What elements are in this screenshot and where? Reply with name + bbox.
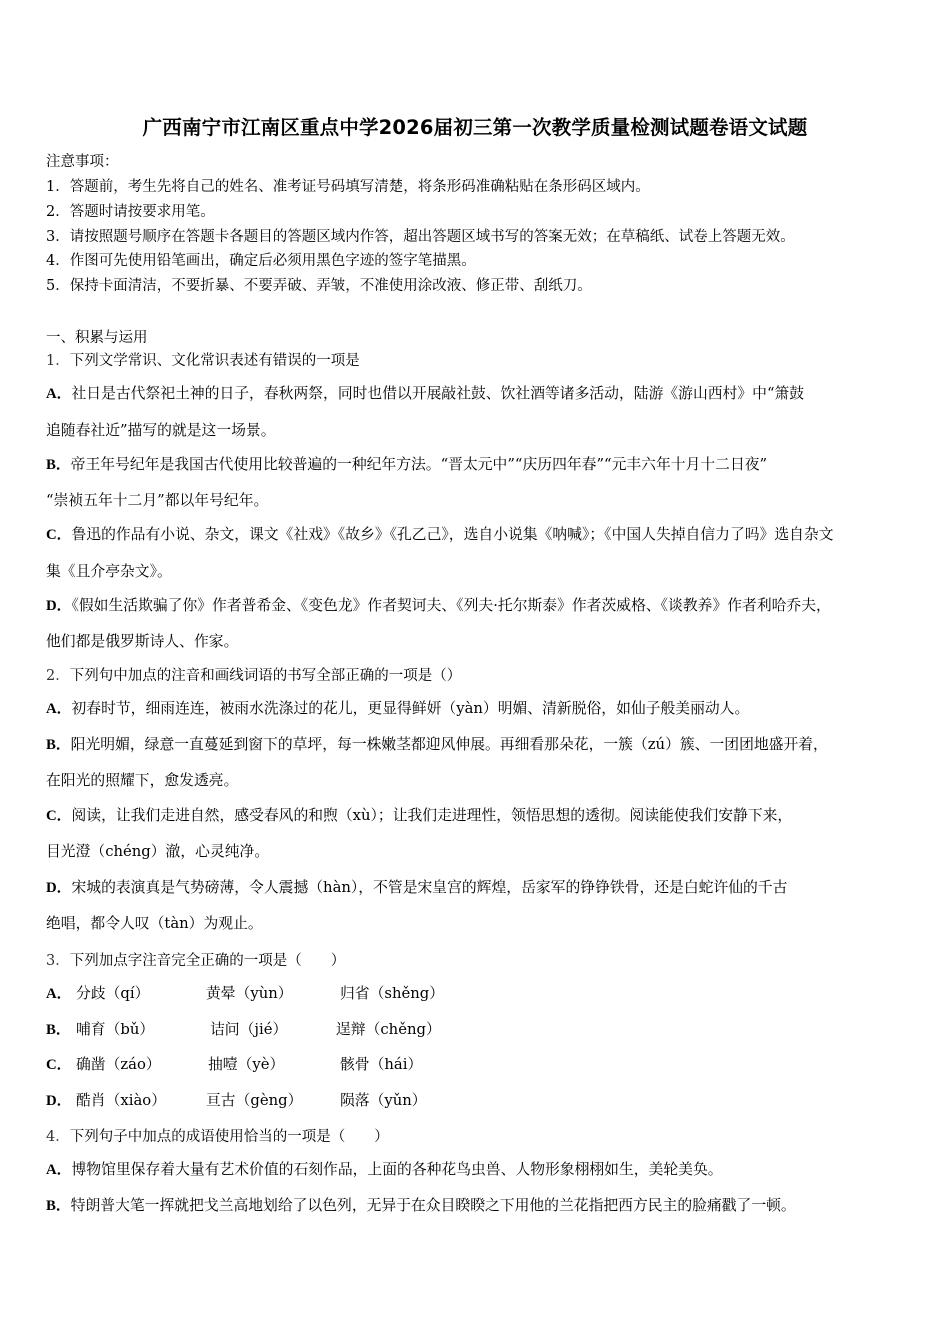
section-heading: 一、积累与运用: [46, 330, 148, 346]
option-item: 逞辩（chěng）: [336, 1021, 441, 1038]
option-label: C．: [46, 808, 72, 824]
notice-item: 3．请按照题号顺序在答题卡各题目的答题区域内作答，超出答题区域书写的答案无效；在草稿纸、试卷上答题无效。: [46, 229, 795, 245]
option-a: [46, 1160, 723, 1180]
option-text: 特朗普大笔一挥就把戈兰高地划给了以色列，无异于在众目睽睽之下用他的兰花指把西方民主的脸痛戳了一顿。: [70, 1197, 796, 1214]
option-label: A．: [46, 986, 72, 1002]
option-d: [46, 878, 787, 898]
option-b: [46, 1196, 796, 1216]
option-text: 鲁迅的作品有小说、杂文，课文《社戏》《故乡》《孔乙己》，选自小说集《呐喊》；《中国人失掉自信力了吗》选自杂文: [71, 526, 834, 543]
option-item: 诘问（jié）: [210, 1021, 288, 1038]
question-number: 1．: [46, 353, 70, 369]
option-label: A．: [46, 1162, 72, 1178]
option-label: D．: [46, 880, 72, 896]
option-item: 亘古（gèng）: [206, 1092, 303, 1109]
notice-item: 4．作图可先使用铅笔画出，确定后必须用黑色字迹的签字笔描黑。: [46, 253, 476, 269]
option-label: C．: [46, 1057, 72, 1073]
question-text: 下列句中加点的注音和画线词语的书写全部正确的一项是（）: [69, 668, 462, 684]
option-label: A．: [46, 386, 72, 402]
question-3-stem: [46, 951, 345, 971]
question-4-stem: [46, 1127, 389, 1147]
option-text: 阅读，让我们走进自然，感受春风的和煦（xù）；让我们走进理性，领悟思想的透彻。阅读能使我们安静下来，: [71, 807, 793, 824]
option-label: D．: [46, 598, 72, 614]
option-c: [46, 1055, 422, 1075]
option-b: [46, 455, 767, 475]
option-continuation: 他们都是俄罗斯诗人、作家。: [46, 633, 239, 650]
option-text: 帝王年号纪年是我国古代使用比较普遍的一种纪年方法。“晋太元中”“庆历四年春”“元丰六年十月十二日夜”: [70, 456, 768, 473]
option-item: 陨落（yǔn）: [340, 1092, 427, 1109]
option-label: B．: [46, 1022, 71, 1038]
option-item: 分歧（qí）: [76, 985, 150, 1002]
option-text: 阳光明媚，绿意一直蔓延到窗下的草坪，每一株嫩茎都迎风伸展。再细看那朵花，一簇（zú）簇、一团团地盛开着，: [70, 736, 828, 753]
question-number: 3．: [46, 953, 70, 969]
option-a: [46, 984, 444, 1004]
option-text: 《假如生活欺骗了你》作者普希金、《变色龙》作者契诃夫、《列夫·托尔斯泰》作者茨威格、《谈教养》作者利哈乔夫，: [71, 597, 831, 614]
option-label: B．: [46, 1198, 71, 1214]
option-continuation: “崇祯五年十二月”都以年号纪年。: [46, 492, 269, 509]
option-text: 宋城的表演真是气势磅薄，令人震撼（hàn），不管是宋皇宫的辉煌，岳家军的铮铮铁骨，还是白蛇许仙的千古: [71, 879, 788, 896]
question-text: 下列文学常识、文化常识表述有错误的一项是: [69, 353, 360, 369]
option-label: D．: [46, 1093, 72, 1109]
question-text: 下列加点字注音完全正确的一项是（ ）: [69, 953, 346, 969]
option-item: 黄晕（yùn）: [206, 985, 293, 1002]
option-item: 归省（shěng）: [340, 985, 445, 1002]
question-2-stem: [46, 666, 461, 686]
option-text: 社日是古代祭祀土神的日子，春秋两祭，同时也借以开展敲社鼓、饮社酒等诸多活动，陆游《游山西村》中“箫鼓: [71, 385, 805, 402]
question-text: 下列句子中加点的成语使用恰当的一项是（ ）: [69, 1129, 389, 1145]
option-a: [46, 384, 804, 404]
page-title: 广西南宁市江南区重点中学2026届初三第一次教学质量检测试题卷语文试题: [142, 116, 808, 139]
notice-item: 2．答题时请按要求用笔。: [46, 204, 215, 220]
option-item: 确凿（záo）: [76, 1056, 161, 1073]
option-continuation: 在阳光的照耀下，愈发透亮。: [46, 772, 239, 789]
option-c: [46, 806, 792, 826]
option-label: C．: [46, 527, 72, 543]
option-continuation: 集《且介亭杂文》。: [46, 563, 172, 580]
option-item: 抽噎（yè）: [208, 1056, 285, 1073]
option-b: [46, 1020, 441, 1040]
option-continuation: 目光澄（chéng）澈，心灵纯净。: [46, 843, 270, 860]
option-d: [46, 596, 831, 616]
notice-item: 5．保持卡面清洁，不要折暴、不要弄破、弄皱，不准使用涂改液、修正带、刮纸刀。: [46, 278, 592, 294]
option-a: [46, 699, 749, 719]
notice-heading: 注意事项：: [46, 154, 119, 170]
option-d: [46, 1091, 427, 1111]
option-label: B．: [46, 457, 71, 473]
option-item: 酷肖（xiào）: [76, 1092, 166, 1109]
option-item: 骸骨（hái）: [340, 1056, 423, 1073]
option-text: 博物馆里保存着大量有艺术价值的石刻作品，上面的各种花鸟虫兽、人物形象栩栩如生，美轮美奂。: [71, 1161, 723, 1178]
question-1-stem: [46, 351, 360, 371]
option-b: [46, 735, 828, 755]
option-c: [46, 525, 834, 545]
option-continuation: 绝唱，都令人叹（tàn）为观止。: [46, 915, 263, 932]
option-continuation: 追随春社近”描写的就是这一场景。: [46, 422, 276, 439]
option-item: 哺育（bǔ）: [76, 1021, 155, 1038]
question-number: 2．: [46, 668, 70, 684]
question-number: 4．: [46, 1129, 70, 1145]
option-label: A．: [46, 701, 72, 717]
option-label: B．: [46, 737, 71, 753]
notice-item: 1．答题前，考生先将自己的姓名、准考证号码填写清楚，将条形码准确粘贴在条形码区域内。: [46, 179, 650, 195]
option-text: 初春时节，细雨连连，被雨水洗涤过的花儿，更显得鲜妍（yàn）明媚、清新脱俗，如仙子般美丽动人。: [71, 700, 750, 717]
